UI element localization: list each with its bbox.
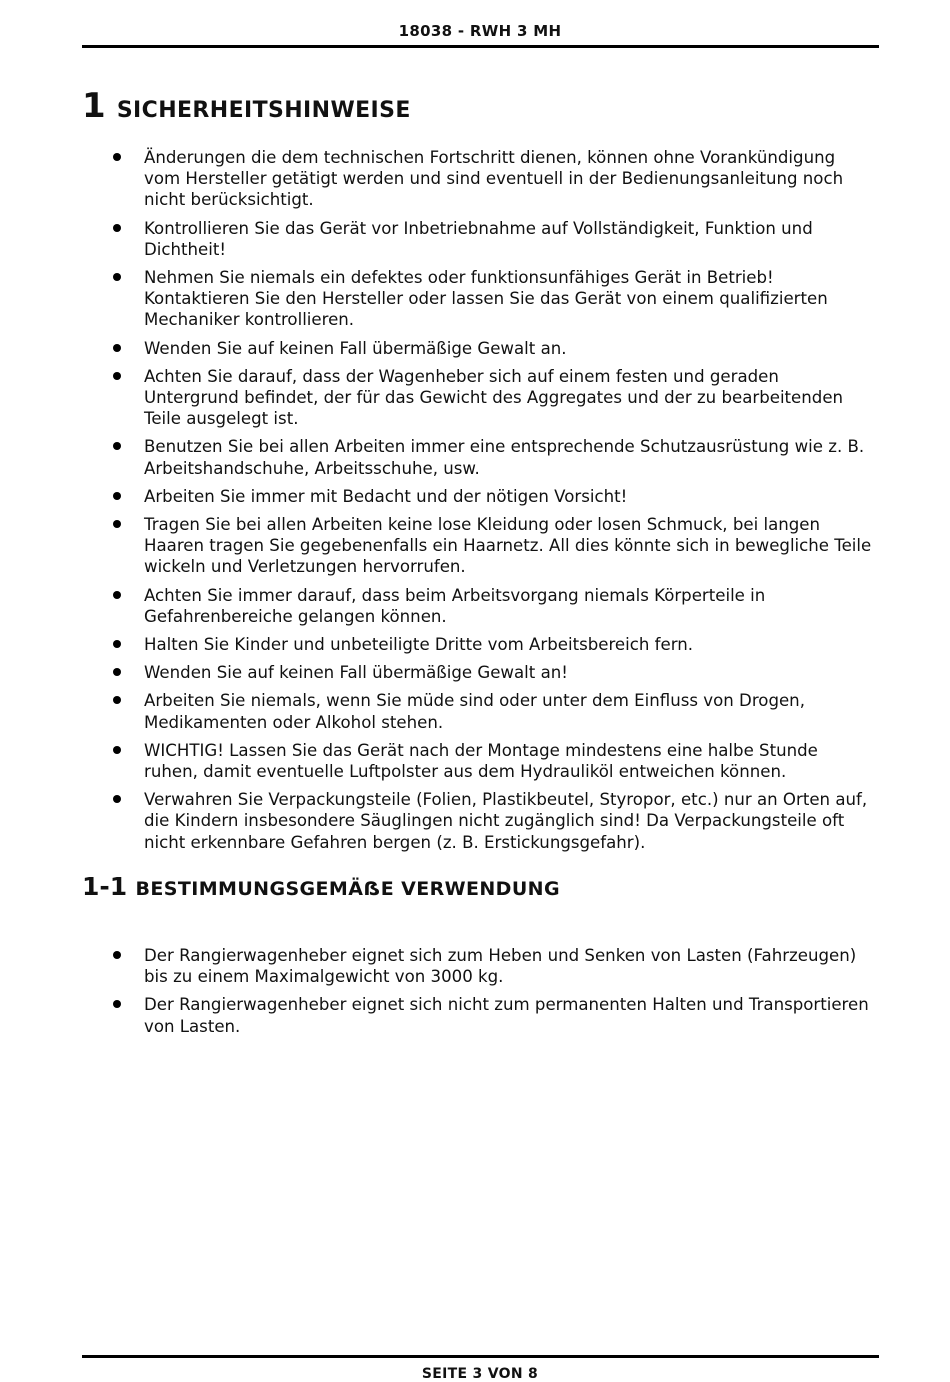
- list-item-text: Der Rangierwagenheber eignet sich nicht zum permanenten Halten und Transportieren von Lasten.: [144, 995, 869, 1036]
- bullet-icon: [113, 372, 121, 380]
- list-item: [82, 662, 872, 683]
- list-item-text: Änderungen die dem technischen Fortschritt dienen, können ohne Vorankündigung vom Hersteller getätigt werden und sind eventuell in der Bedienungsanleitung noch nicht berücksichtigt.: [144, 148, 844, 210]
- section-title-safety: [82, 86, 411, 126]
- safety-notes-list: [82, 147, 872, 860]
- list-item: [82, 486, 872, 507]
- list-item: [82, 690, 872, 732]
- list-item-text: Wenden Sie auf keinen Fall übermäßige Gewalt an.: [144, 338, 567, 358]
- intended-use-list: [82, 945, 872, 1044]
- list-item-text: Nehmen Sie niemals ein defektes oder funktionsunfähiges Gerät in Betrieb! Kontaktieren Sie den Hersteller oder lassen Sie das Gerät von einem qualifizierten Mechaniker kontrollieren.: [144, 268, 828, 330]
- list-item: [82, 789, 872, 853]
- list-item-text: Tragen Sie bei allen Arbeiten keine lose Kleidung oder losen Schmuck, bei langen Haaren tragen Sie gegebenenfalls ein Haarnetz. All dies könnte sich in bewegliche Teile wickeln und Verletzungen hervorrufen.: [144, 515, 872, 577]
- list-item: [82, 740, 872, 782]
- bullet-icon: [113, 640, 121, 648]
- header-rule: [82, 45, 879, 48]
- section-heading-text: BESTIMMUNGSGEMÄẞE VERWENDUNG: [135, 878, 560, 900]
- bullet-icon: [113, 153, 121, 161]
- section-number: 1-1: [82, 872, 128, 901]
- list-item-text: Wenden Sie auf keinen Fall übermäßige Gewalt an!: [144, 663, 568, 683]
- list-item: [82, 267, 872, 331]
- list-item: [82, 514, 872, 578]
- list-item: [82, 945, 872, 987]
- bullet-icon: [113, 344, 121, 352]
- bullet-icon: [113, 746, 121, 754]
- list-item-text: Achten Sie immer darauf, dass beim Arbeitsvorgang niemals Körperteile in Gefahrenbereiche gelangen können.: [144, 585, 766, 626]
- list-item-text: Benutzen Sie bei allen Arbeiten immer eine entsprechende Schutzausrüstung wie z. B. Arbeitshandschuhe, Arbeitsschuhe, usw.: [144, 437, 865, 478]
- list-item: [82, 585, 872, 627]
- bullet-icon: [113, 951, 121, 959]
- bullet-icon: [113, 492, 121, 500]
- bullet-icon: [113, 696, 121, 704]
- bullet-icon: [113, 224, 121, 232]
- bullet-icon: [113, 591, 121, 599]
- bullet-icon: [113, 795, 121, 803]
- list-item: [82, 634, 872, 655]
- section-heading-text: SICHERHEITSHINWEISE: [116, 98, 411, 123]
- list-item: [82, 147, 872, 211]
- list-item: [82, 366, 872, 430]
- list-item: [82, 338, 872, 359]
- list-item: [82, 436, 872, 478]
- list-item-text: Halten Sie Kinder und unbeteiligte Dritte vom Arbeitsbereich fern.: [144, 635, 694, 655]
- list-item-text: Achten Sie darauf, dass der Wagenheber sich auf einem festen und geraden Untergrund befindet, der für das Gewicht des Aggregates und der zu bearbeitenden Teile ausgelegt ist.: [144, 366, 844, 429]
- page-header: 18038 - RWH 3 MH: [398, 22, 562, 40]
- list-item-text: Arbeiten Sie niemals, wenn Sie müde sind oder unter dem Einfluss von Drogen, Medikamenten oder Alkohol stehen.: [144, 691, 805, 732]
- section-number: 1: [82, 86, 106, 126]
- list-item-text: Verwahren Sie Verpackungsteile (Folien, Plastikbeutel, Styropor, etc.) nur an Orten auf, die Kindern insbesondere Säuglingen nicht zugänglich sind! Da Verpackungsteile oft nicht erkennbare Gefahren bergen (z. B. Erstickungsgefahr).: [144, 790, 868, 852]
- list-item-text: Kontrollieren Sie das Gerät vor Inbetriebnahme auf Vollständigkeit, Funktion und Dichtheit!: [144, 218, 813, 259]
- section-title-intended-use: [82, 872, 560, 901]
- bullet-icon: [113, 668, 121, 676]
- bullet-icon: [113, 1000, 121, 1008]
- list-item-text: Arbeiten Sie immer mit Bedacht und der nötigen Vorsicht!: [144, 486, 628, 506]
- bullet-icon: [113, 273, 121, 281]
- page-footer: SEITE 3 VON 8: [421, 1366, 539, 1382]
- list-item: [82, 218, 872, 260]
- bullet-icon: [113, 442, 121, 450]
- list-item: [82, 994, 872, 1036]
- list-item-text: Der Rangierwagenheber eignet sich zum Heben und Senken von Lasten (Fahrzeugen) bis zu einem Maximalgewicht von 3000 kg.: [144, 946, 857, 987]
- footer-rule: [82, 1355, 879, 1358]
- list-item-text: WICHTIG! Lassen Sie das Gerät nach der Montage mindestens eine halbe Stunde ruhen, damit eventuelle Luftpolster aus dem Hydrauliköl entweichen können.: [144, 740, 818, 782]
- bullet-icon: [113, 520, 121, 528]
